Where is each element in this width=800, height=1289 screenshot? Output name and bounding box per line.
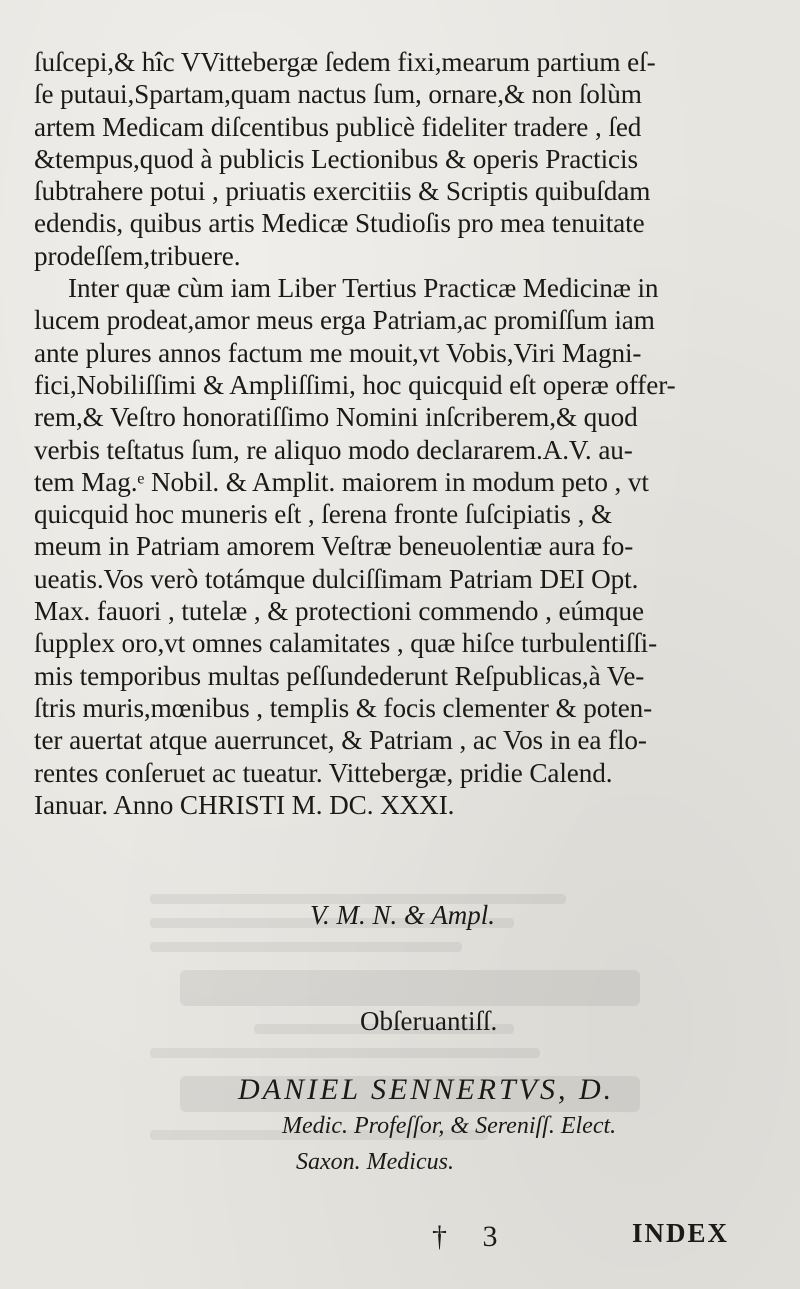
author-title-line-2: Saxon. Medicus. [296, 1149, 454, 1175]
observantiss-line: Obſeruantiſſ. [360, 1006, 498, 1036]
text-line: meum in Patriam amorem Veſtræ beneuolentiæ aura fo- [34, 531, 634, 562]
date-line: Ianuar. Anno CHRISTI M. DC. XXXI. [34, 789, 455, 820]
text-line: ter auertat atque auerruncet, & Patriam , ac Vos in ea flo- [34, 725, 647, 756]
dedication-body [34, 46, 764, 821]
text-line: edendis, quibus artis Medicæ Studioſis pro mea tenuitate [34, 208, 645, 239]
text-line: ante plures annos factum me mouit,vt Vobis,Viri Magni- [34, 337, 642, 368]
text-line: mis temporibus multas peſſundederunt Reſpublicas,à Ve- [34, 660, 645, 691]
closing-salutation: V. M. N. & Ampl. [310, 900, 496, 930]
text-line: artem Medicam diſcentibus publicè fideliter tradere , ſed [34, 111, 642, 142]
text-line: verbis teſtatus ſum, re aliquo modo declararem.A.V. au- [34, 434, 633, 465]
text-line: rentes conſeruet ac tueatur. Vittebergæ, pridie Calend. [34, 757, 613, 788]
catchword: INDEX [632, 1218, 730, 1248]
text-line: fici,Nobiliſſimi & Ampliſſimi, hoc quicquid eſt operæ offer- [34, 369, 676, 400]
paragraph-start-line: Inter quæ cùm iam Liber Tertius Practicæ Medicinæ in [68, 273, 659, 304]
text-line: ueatis.Vos verò totámque dulciſſimam Patriam DEI Opt. [34, 563, 639, 594]
text-line: prodeſſem,tribuere. [34, 240, 241, 271]
text-line: Max. fauori , tutelæ , & protectioni commendo , eúmque [34, 596, 644, 627]
author-name: DANIEL SENNERTVS, D. [238, 1073, 615, 1106]
text-line: ſubtrahere potui , priuatis exercitiis & Scriptis quibuſdam [34, 176, 651, 207]
text-line: rem,& Veſtro honoratiſſimo Nomini inſcriberem,& quod [34, 402, 638, 433]
author-title-line-1: Medic. Profeſſor, & Sereniſſ. Elect. [282, 1113, 617, 1139]
text-line: tem Mag.ᵉ Nobil. & Amplit. maiorem in modum peto , vt [34, 466, 649, 497]
text-line: ſtris muris,mœnibus , templis & focis clementer & poten- [34, 692, 653, 723]
text-line: quicquid hoc muneris eſt , ſerena fronte ſuſcipiatis , & [34, 499, 613, 530]
text-line: &tempus,quod à publicis Lectionibus & operis Practicis [34, 143, 638, 174]
signature-mark: † 3 [432, 1220, 512, 1253]
text-line: ſupplex oro,vt omnes calamitates , quæ hiſce turbulentiſſi- [34, 628, 658, 659]
text-line: lucem prodeat,amor meus erga Patriam,ac promiſſum iam [34, 305, 655, 336]
text-line: ſuſcepi,& hîc VVittebergæ ſedem fixi,mearum partium eſ- [34, 47, 656, 77]
text-line: ſe putaui,Spartam,quam nactus ſum, ornare,& non ſolùm [34, 79, 642, 110]
